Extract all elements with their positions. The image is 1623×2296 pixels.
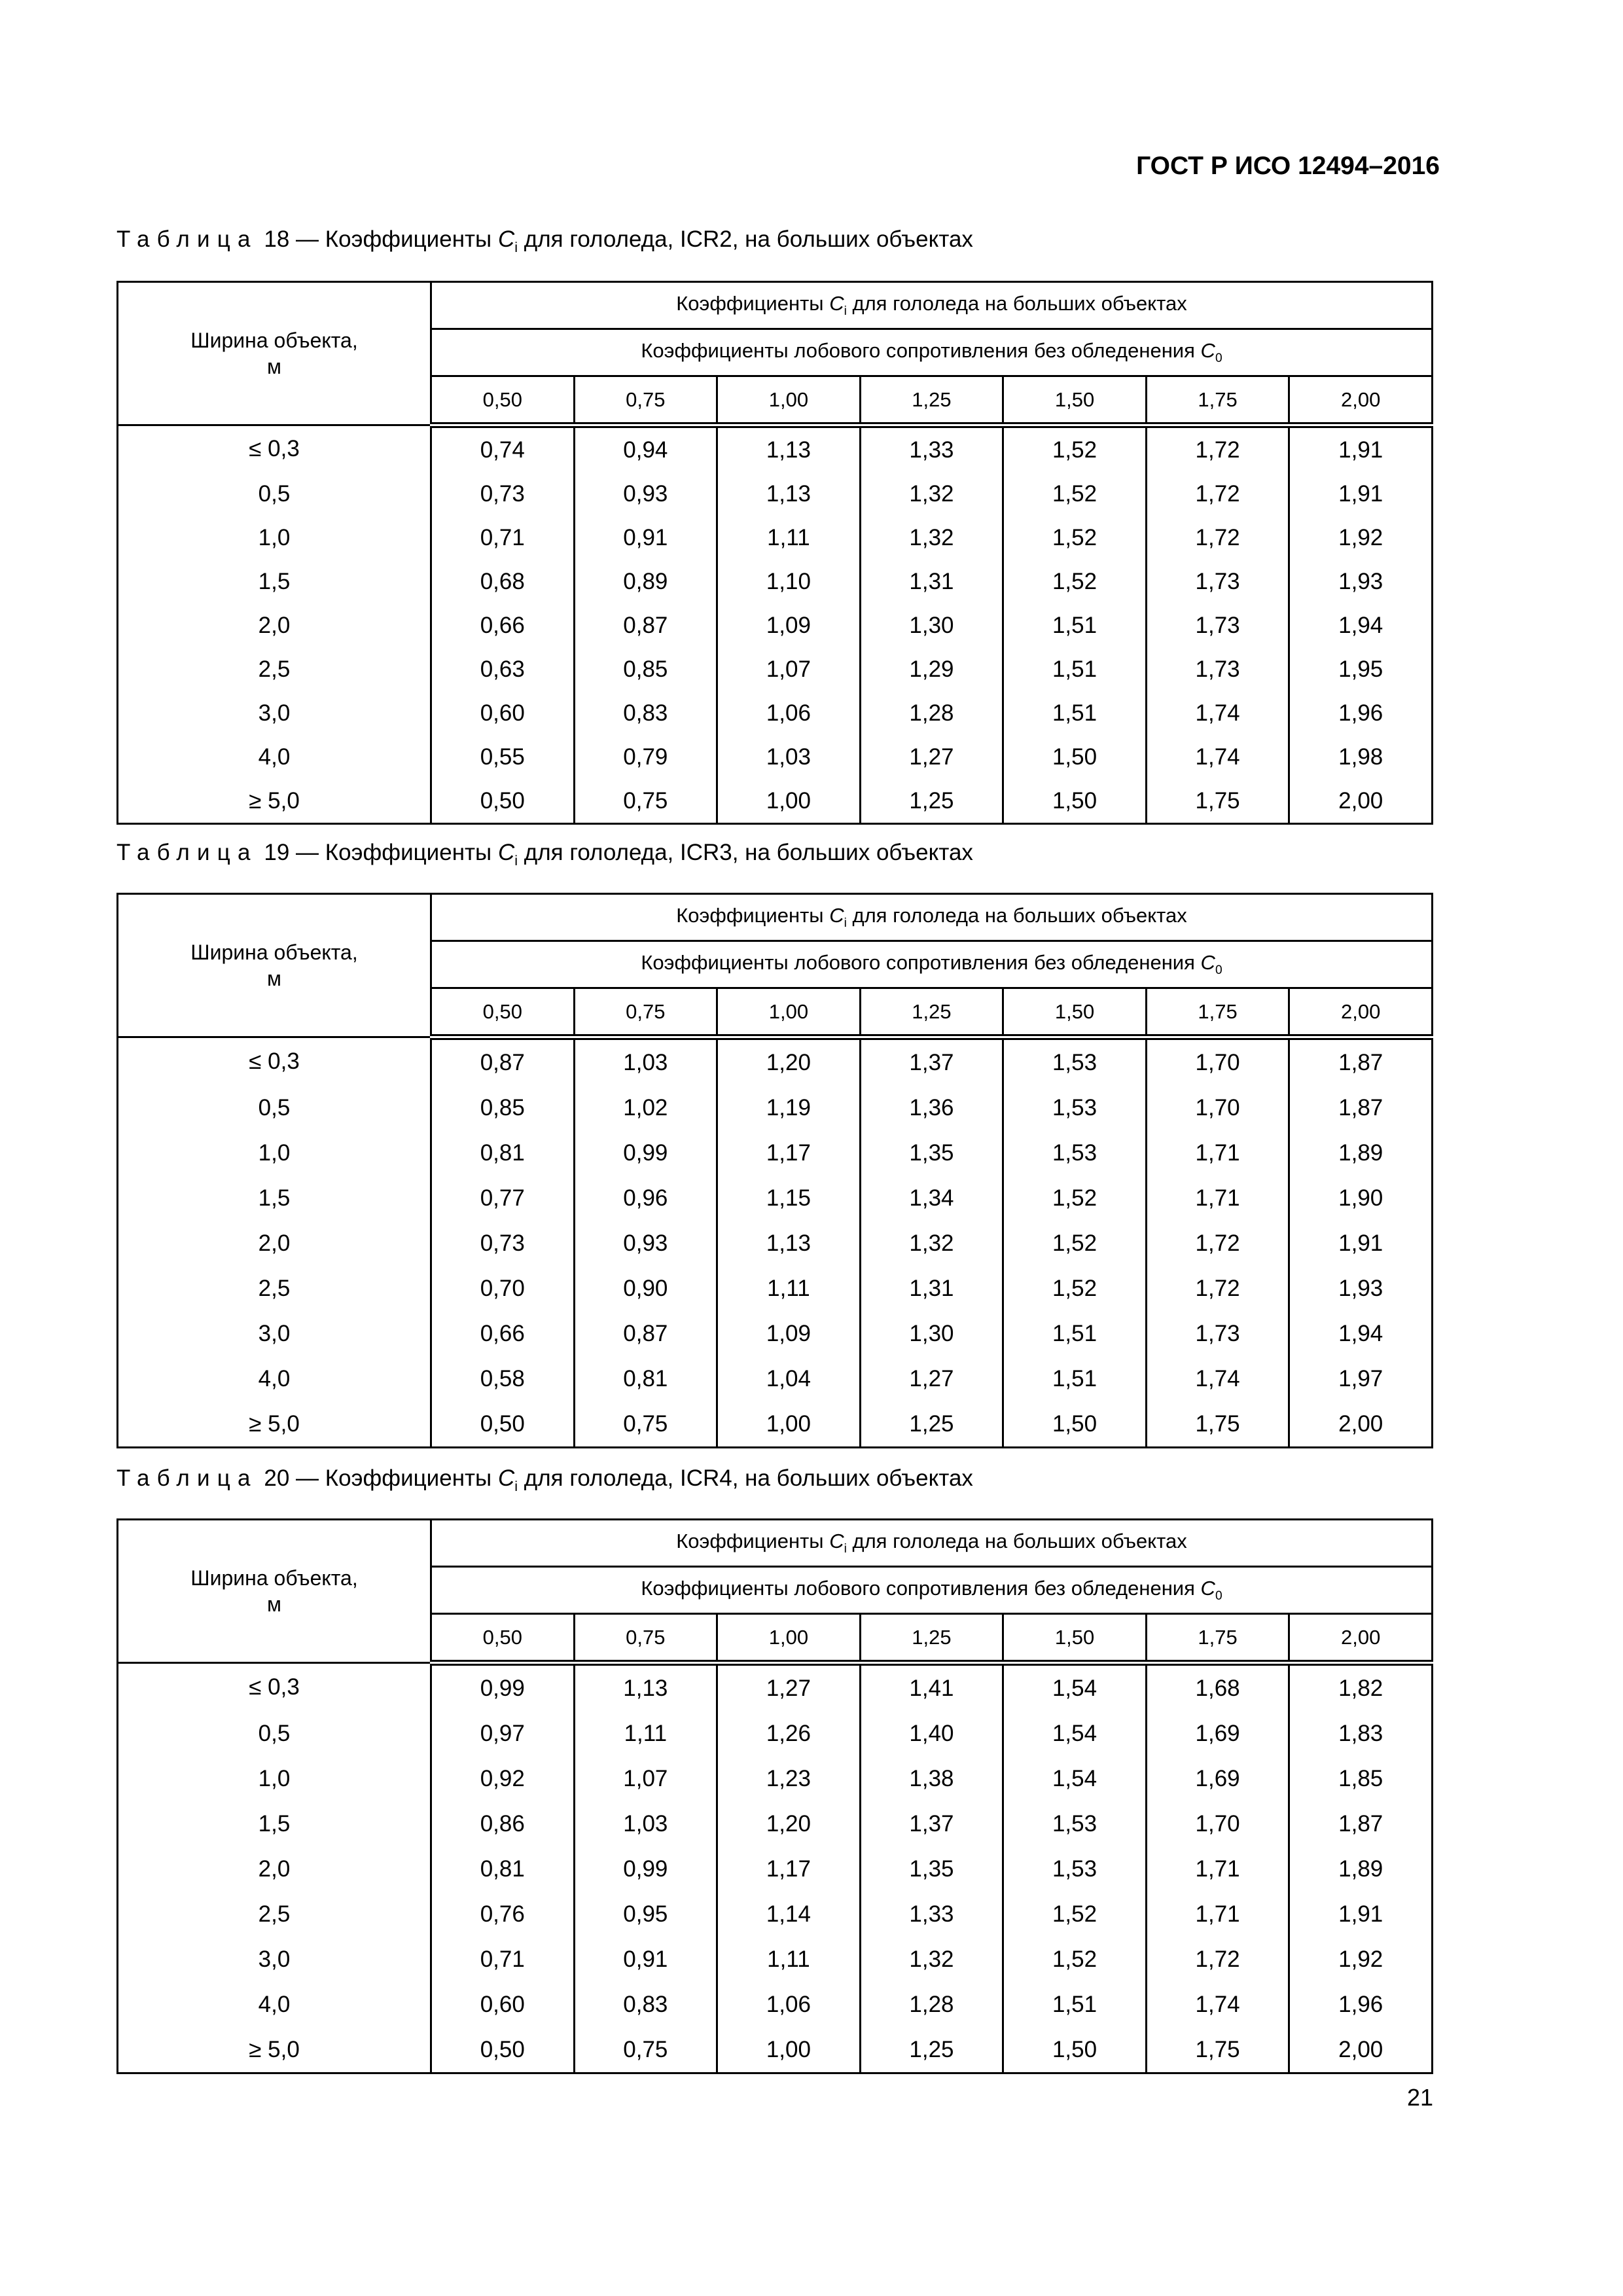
value-cell: 1,91 xyxy=(1289,472,1433,516)
value-cell: 0,75 xyxy=(574,2027,717,2073)
value-cell: 0,70 xyxy=(431,1266,575,1311)
value-cell: 1,15 xyxy=(717,1175,861,1221)
value-cell: 1,19 xyxy=(717,1085,861,1130)
value-cell: 0,50 xyxy=(431,779,575,824)
value-cell: 0,92 xyxy=(431,1756,575,1801)
value-cell: 1,17 xyxy=(717,1846,861,1892)
table-row xyxy=(118,1711,1433,1756)
value-cell: 1,92 xyxy=(1289,516,1433,560)
value-cell: 1,23 xyxy=(717,1756,861,1801)
value-cell: 0,93 xyxy=(574,1221,717,1266)
value-cell: 1,91 xyxy=(1289,425,1433,473)
value-cell: 1,26 xyxy=(717,1711,861,1756)
caption-symbol: C xyxy=(497,226,515,252)
value-cell: 0,81 xyxy=(431,1846,575,1892)
value-cell: 0,83 xyxy=(574,1982,717,2027)
width-cell: 2,0 xyxy=(118,603,431,647)
table-row xyxy=(118,1663,1433,1712)
value-cell: 0,50 xyxy=(431,2027,575,2073)
value-cell: 1,09 xyxy=(717,1311,861,1356)
table-18 xyxy=(116,281,1433,825)
value-cell: 1,27 xyxy=(717,1663,861,1712)
caption-prefix: Таблица xyxy=(116,1465,258,1491)
value-cell: 1,27 xyxy=(860,1356,1003,1401)
width-cell: ≥ 5,0 xyxy=(118,1401,431,1448)
value-cell: 1,32 xyxy=(860,1937,1003,1982)
drag-value-header: 1,50 xyxy=(1003,376,1147,425)
table-19-caption xyxy=(116,840,1425,869)
table-row xyxy=(118,1846,1433,1892)
caption-text: — Коэффициенты xyxy=(296,1465,492,1491)
drag-value-header: 1,00 xyxy=(717,1614,861,1663)
value-cell: 0,73 xyxy=(431,1221,575,1266)
value-cell: 1,32 xyxy=(860,472,1003,516)
caption-text: — Коэффициенты xyxy=(296,840,492,865)
drag-coefficient-header: Коэффициенты лобового сопротивления без обледенения $C_0$ xyxy=(431,329,1433,376)
value-cell: 1,94 xyxy=(1289,1311,1433,1356)
value-cell: 1,51 xyxy=(1003,691,1147,735)
drag-value-header: 0,50 xyxy=(431,988,575,1037)
drag-value-header: 1,25 xyxy=(860,376,1003,425)
width-column-header: Ширина объекта, м xyxy=(118,1520,431,1663)
value-cell: 1,09 xyxy=(717,603,861,647)
width-cell: 2,5 xyxy=(118,1266,431,1311)
value-cell: 1,97 xyxy=(1289,1356,1433,1401)
table-row xyxy=(118,2027,1433,2073)
value-cell: 1,53 xyxy=(1003,1085,1147,1130)
value-cell: 1,93 xyxy=(1289,1266,1433,1311)
value-cell: 1,71 xyxy=(1146,1846,1289,1892)
value-cell: 0,90 xyxy=(574,1266,717,1311)
value-cell: 1,31 xyxy=(860,1266,1003,1311)
value-cell: 1,20 xyxy=(717,1801,861,1846)
value-cell: 1,73 xyxy=(1146,560,1289,603)
value-cell: 1,85 xyxy=(1289,1756,1433,1801)
drag-value-header: 0,75 xyxy=(574,376,717,425)
value-cell: 1,51 xyxy=(1003,603,1147,647)
caption-prefix: Таблица xyxy=(116,840,258,865)
value-cell: 1,32 xyxy=(860,1221,1003,1266)
value-cell: 1,11 xyxy=(717,1266,861,1311)
drag-value-header: 1,50 xyxy=(1003,1614,1147,1663)
value-cell: 1,52 xyxy=(1003,1175,1147,1221)
caption-number: 20 xyxy=(264,1465,290,1491)
value-cell: 0,99 xyxy=(574,1130,717,1175)
value-cell: 1,50 xyxy=(1003,779,1147,824)
value-cell: 1,11 xyxy=(717,516,861,560)
value-cell: 1,52 xyxy=(1003,516,1147,560)
value-cell: 1,72 xyxy=(1146,1221,1289,1266)
value-cell: 0,58 xyxy=(431,1356,575,1401)
drag-value-header: 1,25 xyxy=(860,1614,1003,1663)
value-cell: 1,31 xyxy=(860,560,1003,603)
table-row xyxy=(118,1401,1433,1448)
table-row xyxy=(118,1982,1433,2027)
width-cell: 1,5 xyxy=(118,1801,431,1846)
value-cell: 1,70 xyxy=(1146,1037,1289,1086)
value-cell: 1,87 xyxy=(1289,1085,1433,1130)
width-cell: 1,0 xyxy=(118,1756,431,1801)
value-cell: 1,69 xyxy=(1146,1756,1289,1801)
value-cell: 2,00 xyxy=(1289,1401,1433,1448)
table-row xyxy=(118,1356,1433,1401)
value-cell: 1,27 xyxy=(860,735,1003,779)
value-cell: 1,28 xyxy=(860,691,1003,735)
value-cell: 0,68 xyxy=(431,560,575,603)
value-cell: 0,75 xyxy=(574,779,717,824)
value-cell: 1,30 xyxy=(860,603,1003,647)
value-cell: 0,86 xyxy=(431,1801,575,1846)
value-cell: 1,73 xyxy=(1146,1311,1289,1356)
value-cell: 1,14 xyxy=(717,1892,861,1937)
value-cell: 0,93 xyxy=(574,472,717,516)
width-cell: ≤ 0,3 xyxy=(118,1663,431,1712)
value-cell: 1,13 xyxy=(717,472,861,516)
drag-value-header: 0,75 xyxy=(574,1614,717,1663)
table-20 xyxy=(116,1518,1433,2074)
width-cell: 1,5 xyxy=(118,1175,431,1221)
value-cell: 0,96 xyxy=(574,1175,717,1221)
value-cell: 1,74 xyxy=(1146,735,1289,779)
value-cell: 1,73 xyxy=(1146,603,1289,647)
value-cell: 1,37 xyxy=(860,1801,1003,1846)
width-cell: 2,0 xyxy=(118,1221,431,1266)
value-cell: 0,50 xyxy=(431,1401,575,1448)
value-cell: 1,28 xyxy=(860,1982,1003,2027)
drag-value-header: 1,00 xyxy=(717,988,861,1037)
value-cell: 1,06 xyxy=(717,1982,861,2027)
value-cell: 1,95 xyxy=(1289,647,1433,691)
value-cell: 1,92 xyxy=(1289,1937,1433,1982)
value-cell: 1,35 xyxy=(860,1846,1003,1892)
value-cell: 0,83 xyxy=(574,691,717,735)
value-cell: 1,75 xyxy=(1146,2027,1289,2073)
caption-text-end: для гололеда, ICR3, на больших объектах xyxy=(524,840,973,865)
drag-value-header: 1,50 xyxy=(1003,988,1147,1037)
table-row xyxy=(118,779,1433,824)
value-cell: 1,32 xyxy=(860,516,1003,560)
document-header: ГОСТ Р ИСО 12494–2016 xyxy=(1136,152,1440,180)
value-cell: 0,99 xyxy=(574,1846,717,1892)
value-cell: 0,91 xyxy=(574,1937,717,1982)
value-cell: 1,89 xyxy=(1289,1130,1433,1175)
value-cell: 0,75 xyxy=(574,1401,717,1448)
width-cell: 4,0 xyxy=(118,1356,431,1401)
value-cell: 1,93 xyxy=(1289,560,1433,603)
value-cell: 1,50 xyxy=(1003,1401,1147,1448)
value-cell: 0,66 xyxy=(431,603,575,647)
value-cell: 0,97 xyxy=(431,1711,575,1756)
value-cell: 1,13 xyxy=(574,1663,717,1712)
drag-value-header: 0,75 xyxy=(574,988,717,1037)
table-row xyxy=(118,516,1433,560)
value-cell: 1,96 xyxy=(1289,1982,1433,2027)
width-cell: 1,0 xyxy=(118,516,431,560)
value-cell: 1,11 xyxy=(717,1937,861,1982)
width-cell: 4,0 xyxy=(118,1982,431,2027)
value-cell: 1,52 xyxy=(1003,472,1147,516)
value-cell: 1,73 xyxy=(1146,647,1289,691)
value-cell: 1,72 xyxy=(1146,1266,1289,1311)
value-cell: 1,03 xyxy=(574,1037,717,1086)
value-cell: 0,73 xyxy=(431,472,575,516)
value-cell: 1,83 xyxy=(1289,1711,1433,1756)
width-cell: 0,5 xyxy=(118,1085,431,1130)
caption-symbol: C xyxy=(497,1465,515,1491)
table-row xyxy=(118,1037,1433,1086)
drag-value-header: 0,50 xyxy=(431,376,575,425)
table-18-caption xyxy=(116,226,1425,256)
value-cell: 0,60 xyxy=(431,691,575,735)
value-cell: 0,87 xyxy=(574,603,717,647)
value-cell: 1,38 xyxy=(860,1756,1003,1801)
value-cell: 1,51 xyxy=(1003,1356,1147,1401)
value-cell: 1,75 xyxy=(1146,779,1289,824)
value-cell: 1,33 xyxy=(860,425,1003,473)
value-cell: 1,74 xyxy=(1146,691,1289,735)
width-column-header: Ширина объекта, м xyxy=(118,282,431,425)
value-cell: 0,99 xyxy=(431,1663,575,1712)
value-cell: 0,66 xyxy=(431,1311,575,1356)
value-cell: 0,95 xyxy=(574,1892,717,1937)
value-cell: 1,52 xyxy=(1003,1266,1147,1311)
value-cell: 1,72 xyxy=(1146,516,1289,560)
value-cell: 0,87 xyxy=(431,1037,575,1086)
width-cell: 0,5 xyxy=(118,1711,431,1756)
value-cell: 1,54 xyxy=(1003,1663,1147,1712)
width-cell: 3,0 xyxy=(118,691,431,735)
value-cell: 1,07 xyxy=(717,647,861,691)
value-cell: 1,36 xyxy=(860,1085,1003,1130)
table-row xyxy=(118,1892,1433,1937)
value-cell: 0,55 xyxy=(431,735,575,779)
value-cell: 0,81 xyxy=(431,1130,575,1175)
table-row xyxy=(118,647,1433,691)
drag-value-header: 1,75 xyxy=(1146,988,1289,1037)
value-cell: 0,77 xyxy=(431,1175,575,1221)
value-cell: 0,94 xyxy=(574,425,717,473)
value-cell: 1,71 xyxy=(1146,1130,1289,1175)
value-cell: 1,82 xyxy=(1289,1663,1433,1712)
value-cell: 1,34 xyxy=(860,1175,1003,1221)
value-cell: 1,91 xyxy=(1289,1892,1433,1937)
drag-value-header: 2,00 xyxy=(1289,988,1433,1037)
page-number: 21 xyxy=(1406,2084,1433,2111)
width-cell: 1,0 xyxy=(118,1130,431,1175)
caption-text-end: для гололеда, ICR4, на больших объектах xyxy=(524,1465,973,1491)
value-cell: 1,52 xyxy=(1003,425,1147,473)
width-cell: ≤ 0,3 xyxy=(118,1037,431,1086)
drag-value-header: 1,00 xyxy=(717,376,861,425)
value-cell: 1,51 xyxy=(1003,1311,1147,1356)
value-cell: 1,17 xyxy=(717,1130,861,1175)
value-cell: 1,72 xyxy=(1146,1937,1289,1982)
value-cell: 1,41 xyxy=(860,1663,1003,1712)
value-cell: 1,13 xyxy=(717,425,861,473)
value-cell: 1,35 xyxy=(860,1130,1003,1175)
value-cell: 0,76 xyxy=(431,1892,575,1937)
table-row xyxy=(118,1175,1433,1221)
value-cell: 1,75 xyxy=(1146,1401,1289,1448)
value-cell: 0,91 xyxy=(574,516,717,560)
value-cell: 1,29 xyxy=(860,647,1003,691)
value-cell: 1,37 xyxy=(860,1037,1003,1086)
value-cell: 1,70 xyxy=(1146,1085,1289,1130)
value-cell: 1,25 xyxy=(860,1401,1003,1448)
value-cell: 1,98 xyxy=(1289,735,1433,779)
value-cell: 0,81 xyxy=(574,1356,717,1401)
width-cell: 4,0 xyxy=(118,735,431,779)
drag-value-header: 1,75 xyxy=(1146,376,1289,425)
value-cell: 0,89 xyxy=(574,560,717,603)
value-cell: 1,68 xyxy=(1146,1663,1289,1712)
value-cell: 1,52 xyxy=(1003,560,1147,603)
value-cell: 1,87 xyxy=(1289,1801,1433,1846)
width-cell: ≤ 0,3 xyxy=(118,425,431,473)
value-cell: 1,52 xyxy=(1003,1937,1147,1982)
value-cell: 1,53 xyxy=(1003,1846,1147,1892)
value-cell: 1,89 xyxy=(1289,1846,1433,1892)
drag-value-header: 2,00 xyxy=(1289,376,1433,425)
table-row xyxy=(118,1756,1433,1801)
coefficients-group-header: Коэффициенты $C_i$ для гололеда на больших объектах xyxy=(431,282,1433,329)
caption-subscript: i xyxy=(514,1478,518,1494)
width-cell: ≥ 5,0 xyxy=(118,2027,431,2073)
value-cell: 1,25 xyxy=(860,2027,1003,2073)
value-cell: 1,00 xyxy=(717,1401,861,1448)
value-cell: 0,71 xyxy=(431,516,575,560)
value-cell: 1,96 xyxy=(1289,691,1433,735)
value-cell: 1,50 xyxy=(1003,2027,1147,2073)
caption-text: — Коэффициенты xyxy=(296,226,492,252)
value-cell: 1,54 xyxy=(1003,1756,1147,1801)
table-row xyxy=(118,603,1433,647)
table-row xyxy=(118,691,1433,735)
drag-coefficient-header: Коэффициенты лобового сопротивления без обледенения $C_0$ xyxy=(431,941,1433,988)
table-row xyxy=(118,472,1433,516)
width-cell: 2,0 xyxy=(118,1846,431,1892)
value-cell: 1,06 xyxy=(717,691,861,735)
value-cell: 1,11 xyxy=(574,1711,717,1756)
value-cell: 1,52 xyxy=(1003,1892,1147,1937)
value-cell: 1,13 xyxy=(717,1221,861,1266)
table-row xyxy=(118,1085,1433,1130)
caption-subscript: i xyxy=(514,239,518,255)
table-row xyxy=(118,1937,1433,1982)
value-cell: 1,90 xyxy=(1289,1175,1433,1221)
value-cell: 1,00 xyxy=(717,2027,861,2073)
table-row xyxy=(118,1266,1433,1311)
width-cell: 3,0 xyxy=(118,1311,431,1356)
table-19 xyxy=(116,893,1433,1448)
value-cell: 1,52 xyxy=(1003,1221,1147,1266)
value-cell: 0,60 xyxy=(431,1982,575,2027)
width-cell: 2,5 xyxy=(118,1892,431,1937)
value-cell: 1,91 xyxy=(1289,1221,1433,1266)
value-cell: 1,50 xyxy=(1003,735,1147,779)
drag-value-header: 1,75 xyxy=(1146,1614,1289,1663)
table-row xyxy=(118,1221,1433,1266)
value-cell: 1,94 xyxy=(1289,603,1433,647)
table-row xyxy=(118,1801,1433,1846)
value-cell: 1,53 xyxy=(1003,1130,1147,1175)
drag-value-header: 1,25 xyxy=(860,988,1003,1037)
caption-number: 18 xyxy=(264,226,290,252)
value-cell: 1,02 xyxy=(574,1085,717,1130)
value-cell: 1,69 xyxy=(1146,1711,1289,1756)
value-cell: 0,85 xyxy=(431,1085,575,1130)
value-cell: 1,20 xyxy=(717,1037,861,1086)
width-cell: 1,5 xyxy=(118,560,431,603)
value-cell: 1,10 xyxy=(717,560,861,603)
caption-number: 19 xyxy=(264,840,290,865)
value-cell: 1,53 xyxy=(1003,1037,1147,1086)
value-cell: 1,54 xyxy=(1003,1711,1147,1756)
value-cell: 1,70 xyxy=(1146,1801,1289,1846)
width-column-header: Ширина объекта, м xyxy=(118,894,431,1037)
width-cell: 0,5 xyxy=(118,472,431,516)
table-row xyxy=(118,1130,1433,1175)
value-cell: 1,51 xyxy=(1003,1982,1147,2027)
caption-subscript: i xyxy=(514,852,518,869)
value-cell: 1,53 xyxy=(1003,1801,1147,1846)
coefficients-group-header: Коэффициенты $C_i$ для гололеда на больших объектах xyxy=(431,894,1433,941)
value-cell: 1,74 xyxy=(1146,1356,1289,1401)
value-cell: 1,87 xyxy=(1289,1037,1433,1086)
drag-value-header: 2,00 xyxy=(1289,1614,1433,1663)
drag-coefficient-header: Коэффициенты лобового сопротивления без обледенения $C_0$ xyxy=(431,1567,1433,1614)
value-cell: 1,00 xyxy=(717,779,861,824)
caption-text-end: для гололеда, ICR2, на больших объектах xyxy=(524,226,973,252)
width-cell: ≥ 5,0 xyxy=(118,779,431,824)
value-cell: 1,07 xyxy=(574,1756,717,1801)
value-cell: 0,74 xyxy=(431,425,575,473)
value-cell: 0,63 xyxy=(431,647,575,691)
value-cell: 0,79 xyxy=(574,735,717,779)
value-cell: 1,40 xyxy=(860,1711,1003,1756)
width-cell: 3,0 xyxy=(118,1937,431,1982)
value-cell: 0,87 xyxy=(574,1311,717,1356)
value-cell: 1,03 xyxy=(717,735,861,779)
value-cell: 2,00 xyxy=(1289,779,1433,824)
value-cell: 1,03 xyxy=(574,1801,717,1846)
value-cell: 1,51 xyxy=(1003,647,1147,691)
table-row xyxy=(118,425,1433,473)
value-cell: 1,04 xyxy=(717,1356,861,1401)
value-cell: 1,71 xyxy=(1146,1892,1289,1937)
value-cell: 0,85 xyxy=(574,647,717,691)
value-cell: 1,30 xyxy=(860,1311,1003,1356)
value-cell: 1,33 xyxy=(860,1892,1003,1937)
table-20-caption xyxy=(116,1465,1425,1495)
value-cell: 1,25 xyxy=(860,779,1003,824)
table-row xyxy=(118,1311,1433,1356)
width-cell: 2,5 xyxy=(118,647,431,691)
coefficients-group-header: Коэффициенты $C_i$ для гололеда на больших объектах xyxy=(431,1520,1433,1567)
value-cell: 0,71 xyxy=(431,1937,575,1982)
value-cell: 1,71 xyxy=(1146,1175,1289,1221)
value-cell: 1,72 xyxy=(1146,425,1289,473)
table-row xyxy=(118,735,1433,779)
drag-value-header: 0,50 xyxy=(431,1614,575,1663)
caption-prefix: Таблица xyxy=(116,226,258,252)
value-cell: 1,72 xyxy=(1146,472,1289,516)
table-row xyxy=(118,560,1433,603)
value-cell: 2,00 xyxy=(1289,2027,1433,2073)
caption-symbol: C xyxy=(497,840,515,865)
value-cell: 1,74 xyxy=(1146,1982,1289,2027)
